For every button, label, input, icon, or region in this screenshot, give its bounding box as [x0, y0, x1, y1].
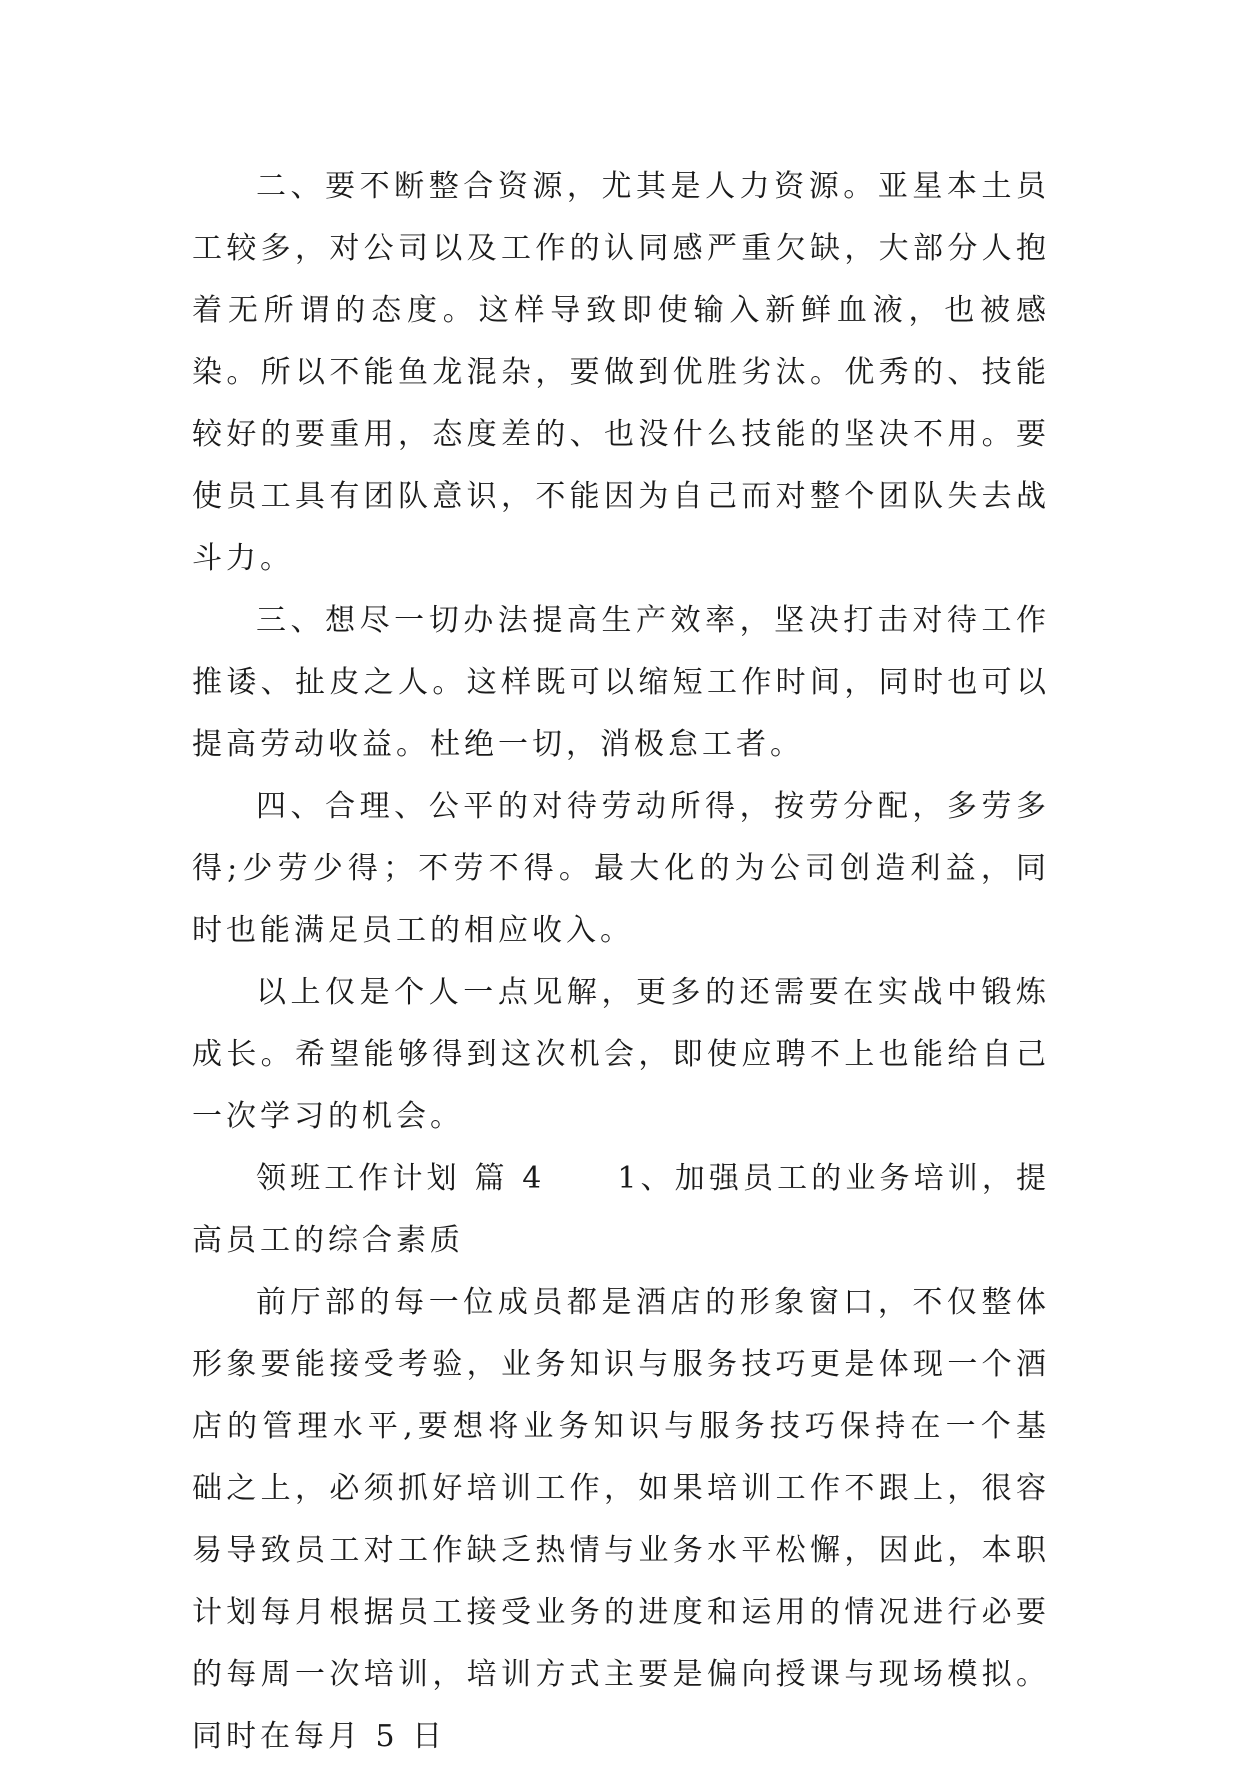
paragraph-training: 前厅部的每一位成员都是酒店的形象窗口，不仅整体形象要能接受考验，业务知识与服务技巧更是体现一个酒店的管理水平,要想将业务知识与服务技巧保持在一个基础之上，必须抓好培训工作，如果培训工作不跟上，很容易导致员工对工作缺乏热情与业务水平松懈，因此，本职计划每月根据员工接受业务的进度和运用的情况进行必要的每周一次培训，培训方式主要是偏向授课与现场模拟。同时在每月 5 日: [192, 1285, 1050, 1754]
document-body: [192, 156, 1050, 1768]
paragraph-resources: 二、要不断整合资源，尤其是人力资源。亚星本土员工较多，对公司以及工作的认同感严重欠缺，大部分人抱着无所谓的态度。这样导致即使输入新鲜血液，也被感染。所以不能鱼龙混杂，要做到优胜劣汰。优秀的、技能较好的要重用，态度差的、也没什么技能的坚决不用。要使员工具有团队意识，不能因为自己而对整个团队失去战斗力。: [192, 169, 1050, 576]
paragraph-conclusion: 以上仅是个人一点见解，更多的还需要在实战中锻炼成长。希望能够得到这次机会，即使应聘不上也能给自己一次学习的机会。: [192, 975, 1050, 1134]
paragraph-efficiency: 三、想尽一切办法提高生产效率，坚决打击对待工作推诿、扯皮之人。这样既可以缩短工作时间，同时也可以提高劳动收益。杜绝一切，消极怠工者。: [192, 603, 1050, 762]
section-heading: [192, 1148, 1050, 1272]
section-heading-title: 领班工作计划 篇 4: [256, 1161, 546, 1196]
section-heading-text: 1、加强员工的业务培训，提高员工的综合素质: [192, 1161, 1050, 1258]
paragraph-distribution: 四、合理、公平的对待劳动所得，按劳分配，多劳多得;少劳少得；不劳不得。最大化的为公司创造利益，同时也能满足员工的相应收入。: [192, 789, 1050, 948]
